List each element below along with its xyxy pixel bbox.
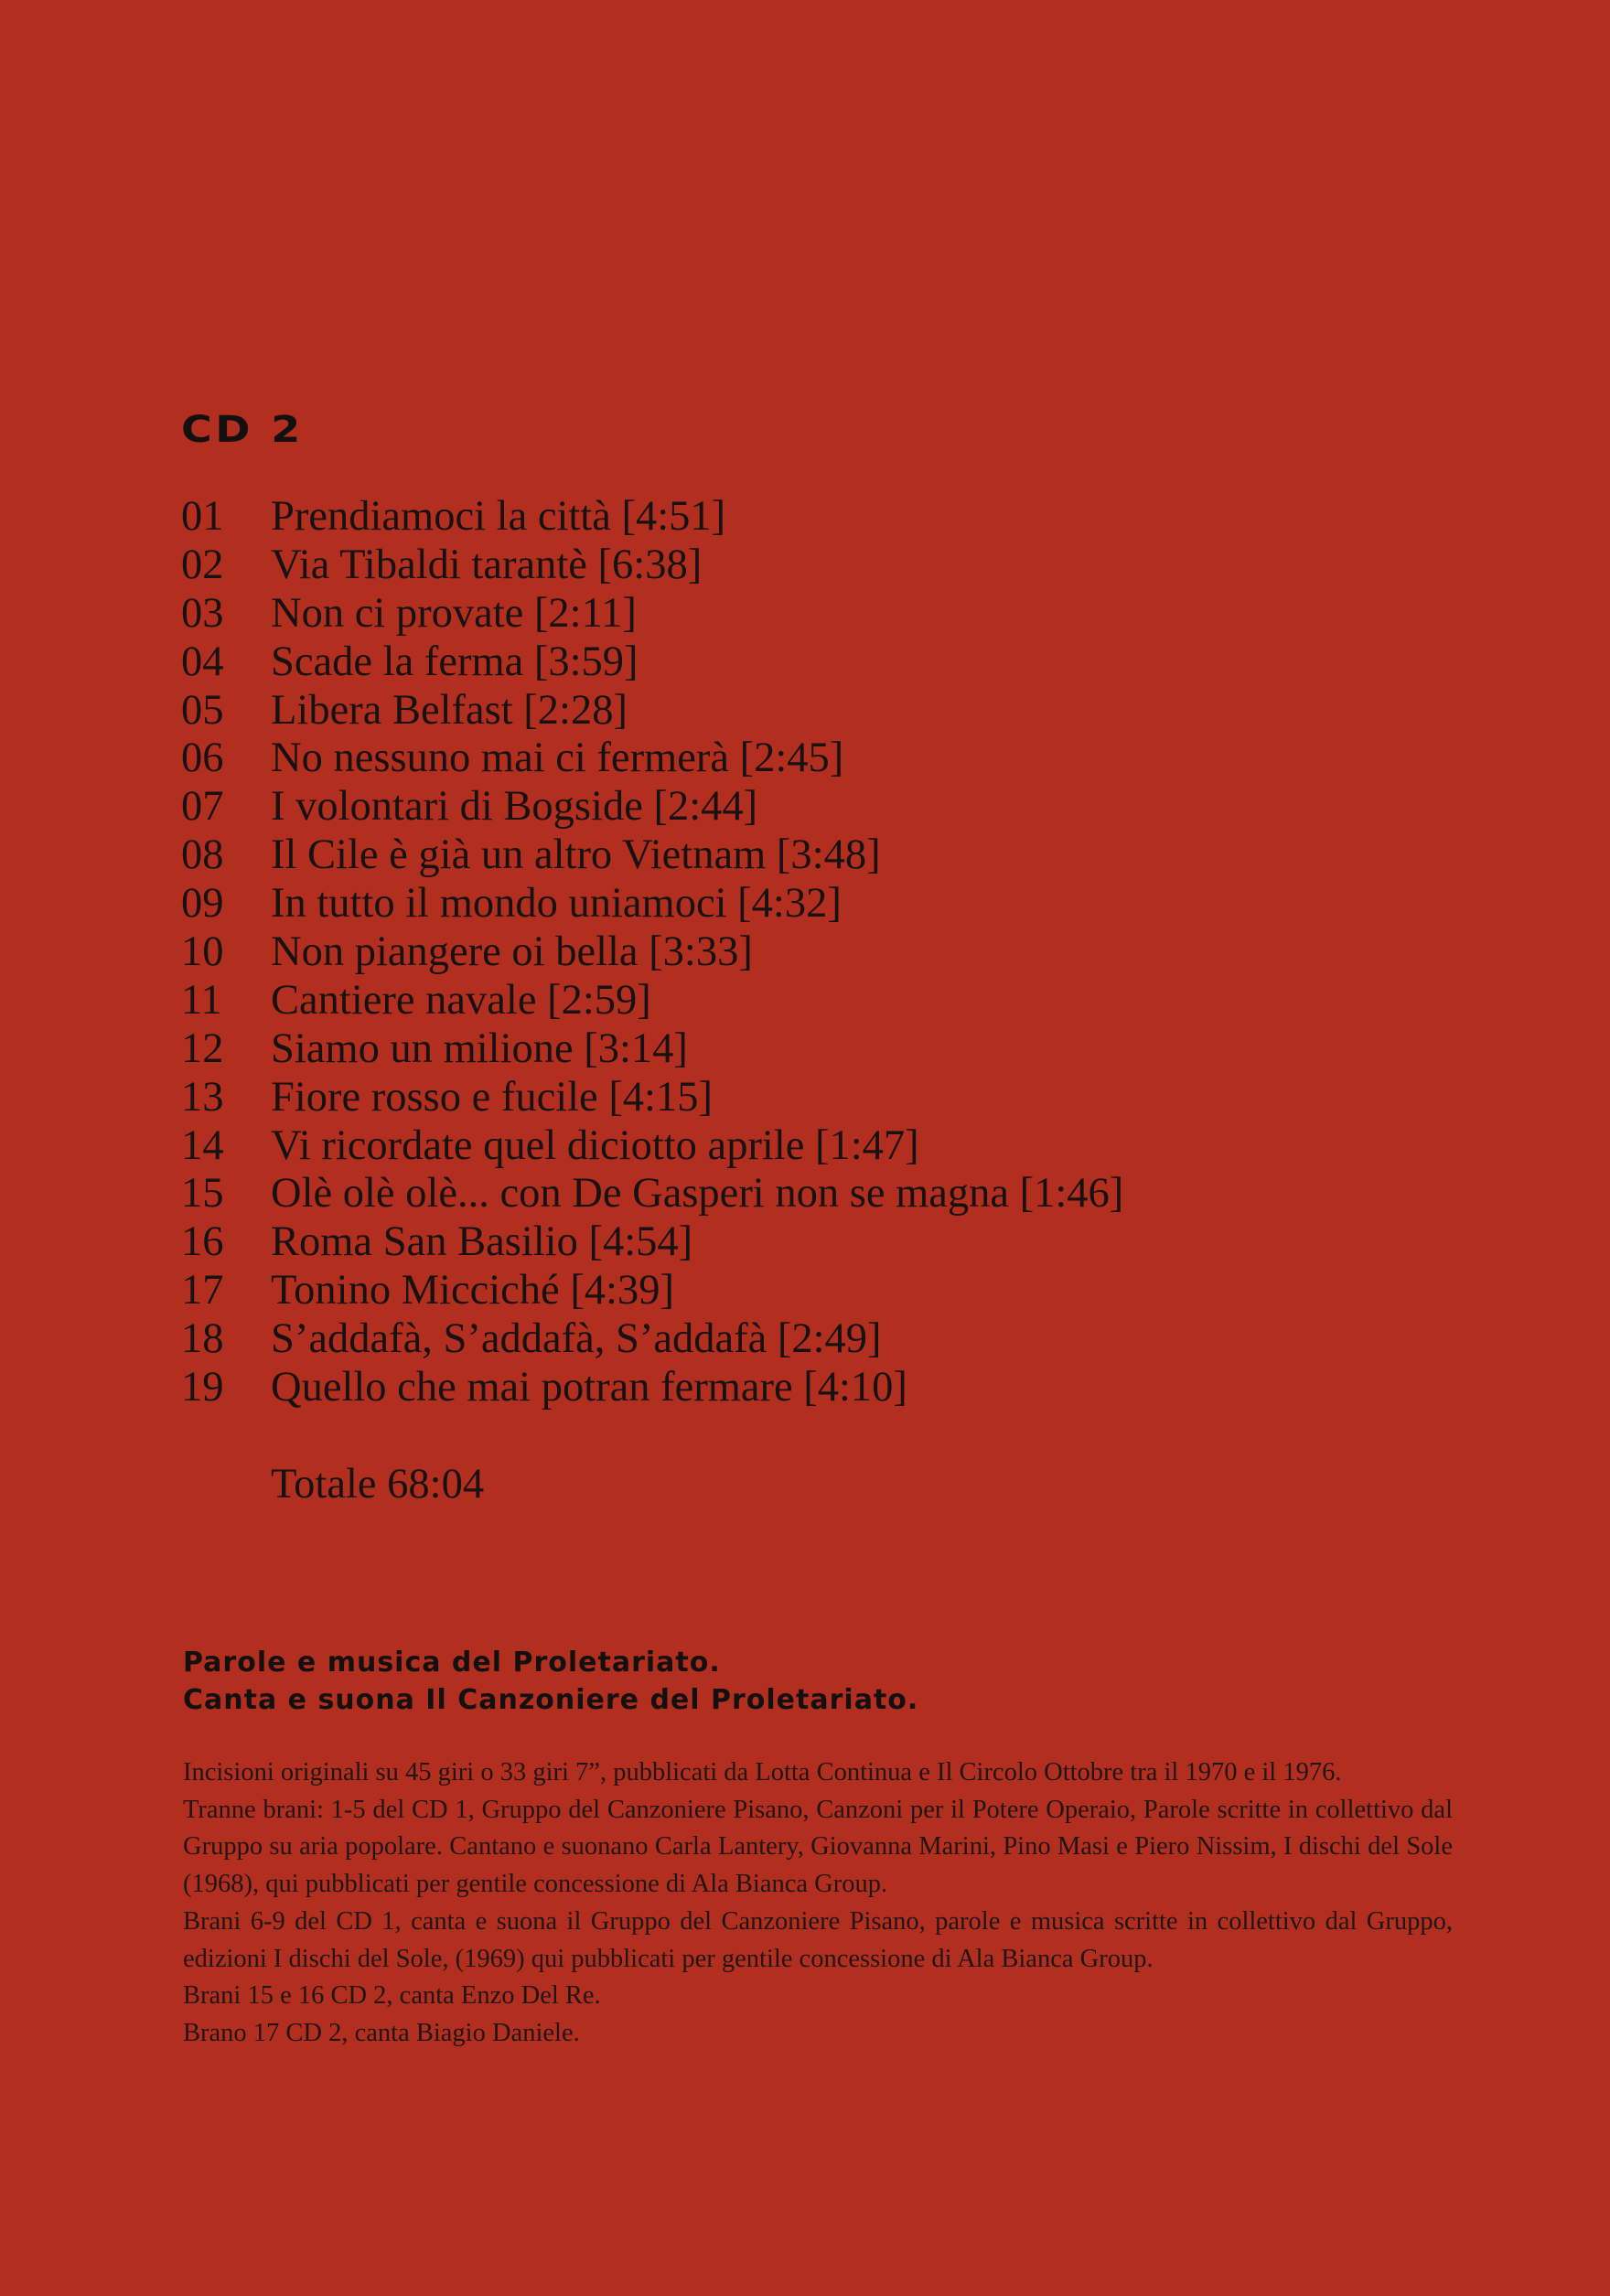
track-row [181,880,1123,928]
credits-paragraph: Brani 6-9 del CD 1, canta e suona il Gruppo del Canzoniere Pisano, parole e musica scritte in collettivo dal Gruppo, edizioni I dischi del Sole, (1969) qui pubblicati per gentile concessione di Ala Bianca Group. [183,1906,1453,1973]
track-title: Il Cile è già un altro Vietnam [3:48] [271,831,881,879]
track-number: 04 [181,638,224,685]
track-row [181,493,1123,542]
track-number: 16 [181,1218,224,1266]
track-number: 11 [181,976,222,1024]
track-title: I volontari di Bogside [2:44] [271,783,758,831]
track-title: Vi ricordate quel diciotto aprile [1:47] [271,1121,919,1169]
track-row [181,1122,1123,1171]
track-row [181,542,1123,590]
track-title: S’addafà, S’addafà, S’addafà [2:49] [271,1315,882,1363]
track-row [181,1074,1123,1122]
track-row [181,1315,1123,1364]
track-title: Tonino Micciché [4:39] [271,1267,674,1314]
credits-paragraph: Incisioni originali su 45 giri o 33 giri 7”, pubblicati da Lotta Continua e Il Circolo Ottobre tra il 1970 e il 1976. [183,1758,1342,1786]
track-title: Siamo un milione [3:14] [271,1025,688,1072]
track-row [181,928,1123,977]
credits-text [183,1754,1453,2053]
credits-paragraph: Brano 17 CD 2, canta Biagio Daniele. [183,2018,580,2047]
track-number: 12 [181,1025,224,1072]
track-number: 10 [181,928,224,976]
track-number: 02 [181,541,224,588]
track-title: Libera Belfast [2:28] [271,686,628,734]
track-row [181,590,1123,638]
track-title: Non piangere oi bella [3:33] [271,928,753,976]
track-number: 05 [181,686,224,734]
track-row [181,638,1123,687]
track-number: 08 [181,831,224,879]
track-list [181,493,1123,1412]
credits-paragraph: Brani 15 e 16 CD 2, canta Enzo Del Re. [183,1981,601,2011]
cd-title: CD 2 [181,409,304,451]
track-row [181,1170,1123,1218]
track-row [181,1364,1123,1412]
track-number: 09 [181,880,224,928]
track-title: Fiore rosso e fucile [4:15] [271,1073,713,1121]
track-title: Scade la ferma [3:59] [271,638,639,685]
track-title: Quello che mai potran fermare [4:10] [271,1364,907,1411]
track-number: 14 [181,1121,224,1169]
track-title: In tutto il mondo uniamoci [4:32] [271,880,842,928]
track-row [181,687,1123,735]
track-title: Cantiere navale [2:59] [271,976,651,1024]
track-row [181,831,1123,880]
track-row [181,1218,1123,1267]
track-number: 01 [181,493,224,540]
credits-heading-line-1: Parole e musica del Proletariato. [183,1647,721,1679]
track-number: 19 [181,1364,224,1411]
credits-paragraph: Tranne brani: 1-5 del CD 1, Gruppo del Canzoniere Pisano, Canzoni per il Potere Operaio, Parole scritte in collettivo dal Gruppo su aria popolare. Cantano e suonano Carla Lantery, Giovanna Marini, Pino Masi e Piero Nissim, I dischi del Sole (1968), qui pubblicati per gentile concessione di Ala Bianca Group. [183,1795,1453,1899]
track-number: 13 [181,1073,224,1121]
track-title: Olè olè olè... con De Gasperi non se magna [1:46] [271,1170,1124,1218]
credits-heading [183,1644,918,1719]
track-row [181,1267,1123,1315]
track-row [181,783,1123,831]
track-number: 18 [181,1315,224,1363]
track-row [181,977,1123,1025]
total-duration: Totale 68:04 [271,1461,485,1507]
track-number: 07 [181,783,224,831]
track-number: 17 [181,1267,224,1314]
track-title: Non ci provate [2:11] [271,589,637,637]
track-title: No nessuno mai ci fermerà [2:45] [271,735,844,782]
track-number: 03 [181,589,224,637]
track-number: 15 [181,1170,224,1218]
track-title: Prendiamoci la città [4:51] [271,493,726,540]
track-row [181,735,1123,783]
credits-heading-line-2: Canta e suona Il Canzoniere del Proletariato. [183,1684,919,1716]
track-row [181,1025,1123,1074]
track-title: Via Tibaldi tarantè [6:38] [271,541,703,588]
track-number: 06 [181,735,224,782]
track-title: Roma San Basilio [4:54] [271,1218,693,1266]
